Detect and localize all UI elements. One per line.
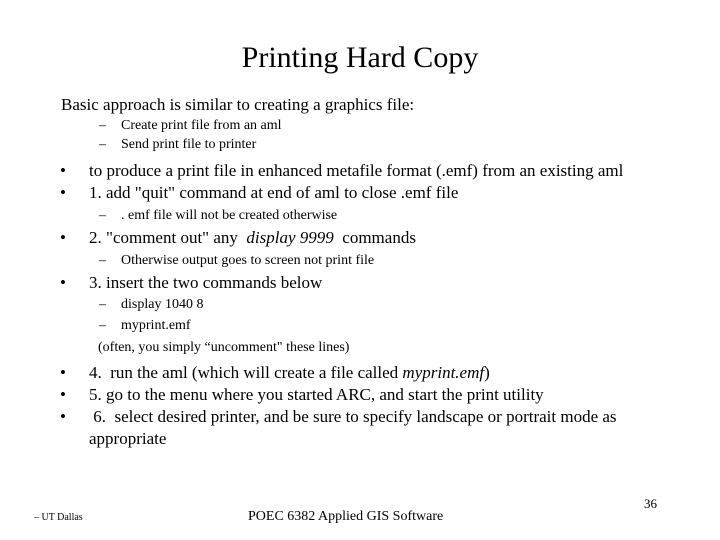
bullet-marker: • <box>60 385 66 404</box>
bullet-comment-out <box>0 227 720 249</box>
sub-item-display <box>0 295 720 315</box>
sub-item-text: Send print file to printer <box>121 137 257 152</box>
bullet-text-italic: display 9999 <box>246 228 334 247</box>
bullet-produce <box>0 160 720 182</box>
bullet-marker: • <box>60 161 66 180</box>
bullet-text-suffix: commands <box>333 228 416 247</box>
bullet-marker: • <box>60 183 66 202</box>
sub-item-create <box>0 116 720 136</box>
sub-item-text: Otherwise output goes to screen not print file <box>121 253 375 268</box>
sub-item-text: . emf file will not be created otherwise <box>121 208 338 223</box>
dash-marker: – <box>99 118 106 133</box>
sub-item-emf <box>0 206 720 226</box>
sub-item-text: display 1040 8 <box>121 297 204 312</box>
bullet-text-continued: appropriate <box>89 429 167 448</box>
bullet-text-italic: myprint.emf <box>402 363 485 382</box>
dash-marker: – <box>99 137 106 152</box>
dash-marker: – <box>99 208 106 223</box>
bullet-text: to produce a print file in enhanced metafile format (.emf) from an existing aml <box>89 161 624 180</box>
sub-item-text: myprint.emf <box>121 318 191 333</box>
bullet-text <box>89 362 490 384</box>
bullet-insert <box>0 272 720 294</box>
bullet-marker: • <box>60 228 66 247</box>
dash-marker: – <box>99 318 106 333</box>
bullet-marker: • <box>60 273 66 292</box>
bullet-text: 3. insert the two commands below <box>89 273 323 292</box>
intro-text: Basic approach is similar to creating a graphics file: <box>61 95 415 114</box>
sub-item-otherwise <box>0 251 720 271</box>
bullet-menu <box>0 384 720 406</box>
slide-title: Printing Hard Copy <box>241 41 479 74</box>
bullet-text-suffix: ) <box>484 363 490 382</box>
bullet-text: 5. go to the menu where you started ARC, and start the print utility <box>89 385 544 404</box>
sub-item-text: Create print file from an aml <box>121 118 282 133</box>
page-number: 36 <box>644 496 657 511</box>
bullet-text-prefix: 4. run the aml (which will create a file called <box>89 363 403 382</box>
bullet-text <box>89 227 416 249</box>
note-uncomment: (often, you simply “uncomment" these lines) <box>98 340 350 355</box>
bullet-marker: • <box>60 407 66 426</box>
dash-marker: – <box>99 297 106 312</box>
bullet-run <box>0 362 720 384</box>
bullet-marker: • <box>60 363 66 382</box>
dash-marker: – <box>99 253 106 268</box>
bullet-printer <box>0 406 720 450</box>
bullet-text-prefix: 2. "comment out" any <box>89 228 247 247</box>
sub-item-send <box>0 135 720 155</box>
footer-left: – UT Dallas <box>34 512 83 523</box>
bullet-text: 1. add "quit" command at end of aml to close .emf file <box>89 183 459 202</box>
footer-center: POEC 6382 Applied GIS Software <box>248 509 444 524</box>
bullet-text: 6. select desired printer, and be sure to specify landscape or portrait mode as <box>89 407 617 426</box>
sub-item-myprint <box>0 316 720 336</box>
bullet-quit <box>0 182 720 204</box>
